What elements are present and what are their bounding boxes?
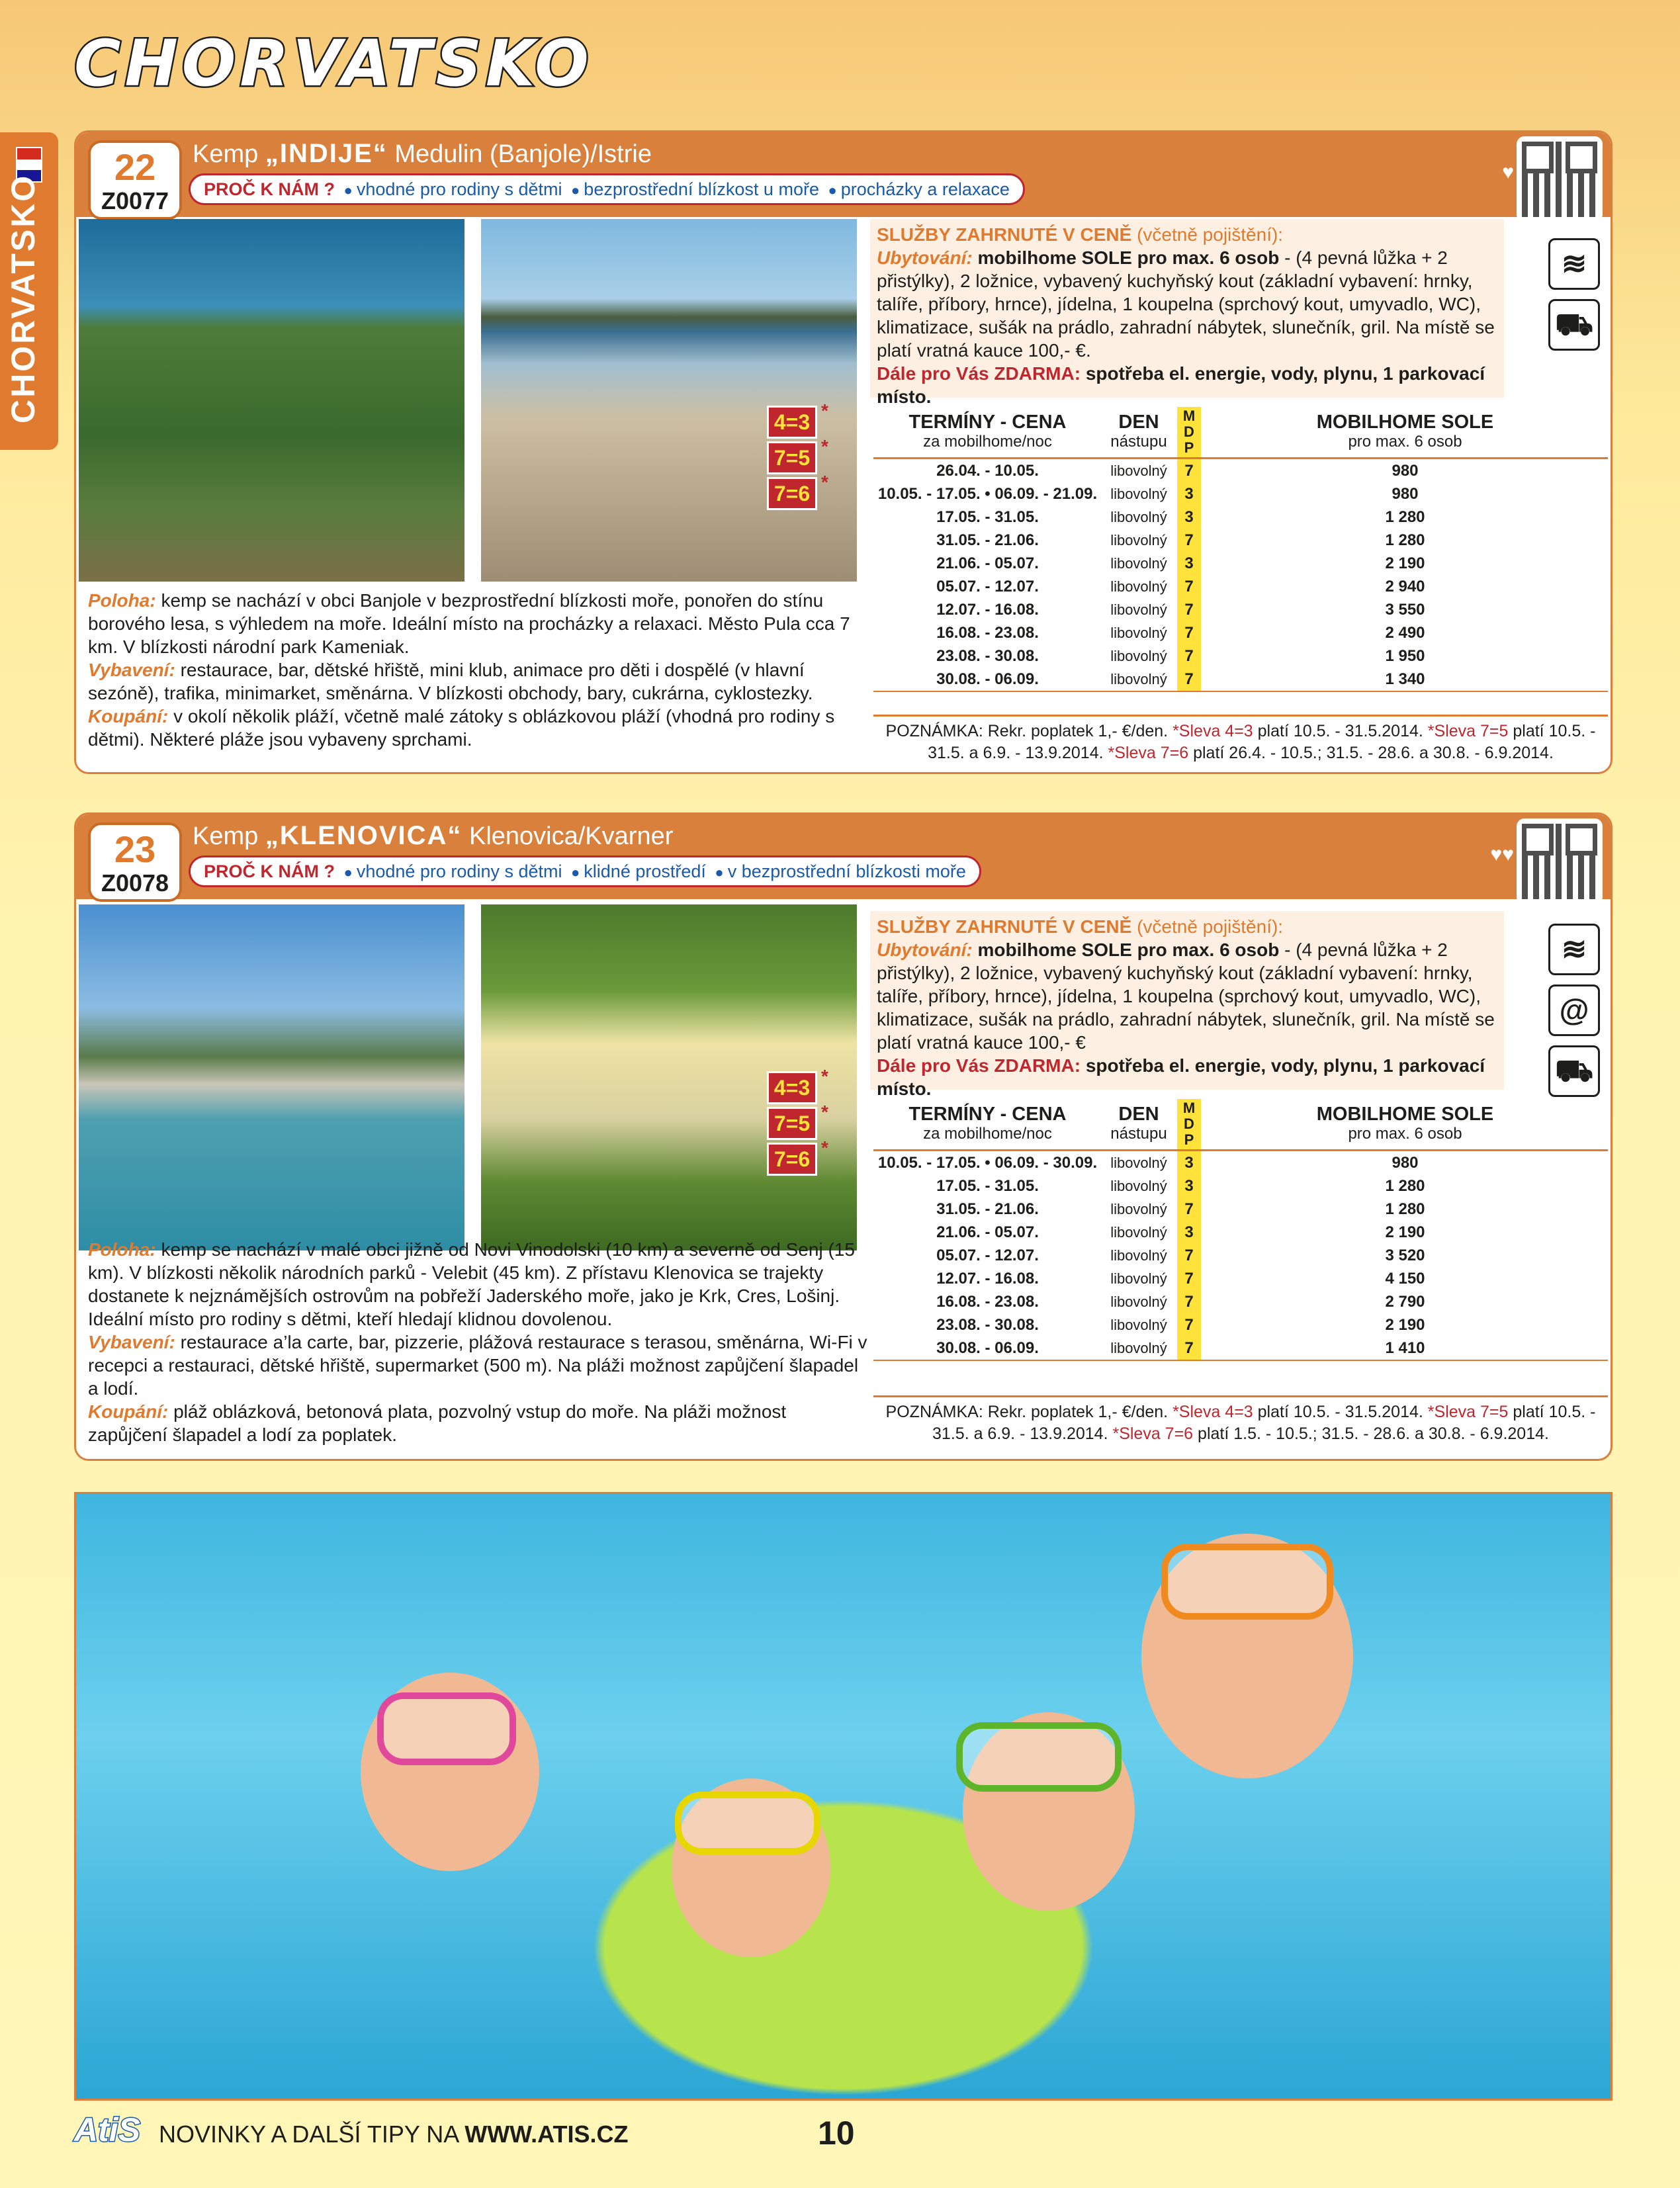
discount-badge: 7=5 [767,1107,817,1140]
term-cell: 31.05. - 21.06. [936,531,1039,549]
price-cell: 980 [1392,462,1419,480]
mdp-cell: 3 [1176,1174,1202,1198]
why-label: PROČ K NÁM ? [204,179,335,199]
price-cell: 1 410 [1202,1336,1608,1360]
photo-beach: 4=3 7=5 7=6 * * * [481,219,857,582]
offer-code: Z0077 [101,187,169,214]
term-cell: 30.08. - 06.09. [873,1336,1102,1360]
den-cell: libovolný [1110,1224,1167,1241]
term-cell: 05.07. - 12.07. [936,1247,1039,1264]
term-cell: 12.07. - 16.08. [936,601,1039,619]
camp-location: Medulin (Banjole)/Istrie [394,140,652,168]
den-cell: libovolný [1110,462,1167,479]
mdp-cell: 7 [1176,598,1202,621]
table-row [873,529,1608,552]
table-row [873,505,1608,529]
table-row [873,1174,1608,1198]
accommodation-text: - (4 pevná lůžka + 2 přistýlky), 2 ložnice, vybavený kuchyňský kout (základní vybavení: hrnky, talíře, příbory, hrnce), jídelna, 1 koupelna (sprchový kout, umyvadlo, WC), klimatizace, sušák na prádlo, zahradní nábytek, slunečník, gril. Na místě se platí vratná kauce 100,- €. [877,247,1495,361]
mdp-cell: 3 [1176,1221,1202,1244]
photo-coast [79,904,464,1250]
price-cell: 980 [1392,485,1419,503]
why-item: procházky a relaxace [840,179,1010,199]
term-cell: 16.08. - 23.08. [936,624,1039,642]
camp-name: „INDIJE“ [265,139,388,168]
den-cell: libovolný [1110,1247,1167,1264]
term-cell: 30.08. - 06.09. [873,668,1102,691]
table-row [873,621,1608,644]
mdp-cell: 3 [1176,482,1202,505]
term-cell: 10.05. - 17.05. • 06.09. - 30.09. [877,1154,1098,1172]
qr-code[interactable] [1517,818,1603,904]
swimming-text: v okolí několik pláží, včetně malé zátoky s oblázkovou pláží (vhodná pro rodiny s dětmi). Některé pláže jsou vybaveny sprchami. [88,706,835,750]
orange-diving-mask [1161,1544,1333,1620]
qr-code[interactable] [1517,136,1603,222]
table-row [873,552,1608,575]
discount-badge: 7=6 [767,477,817,510]
services-heading: SLUŽBY ZAHRNUTÉ V CENĚ (včetně pojištění): [877,916,1284,937]
price-cell: 1 340 [1202,668,1608,691]
swimming-icon: ≋ [1548,238,1600,290]
den-cell: libovolný [1102,668,1176,691]
table-row [873,1267,1608,1290]
title-prefix: Kemp [193,140,259,168]
price-cell: 1 280 [1385,531,1425,549]
mdp-cell: 7 [1176,668,1202,691]
term-cell: 23.08. - 30.08. [936,647,1039,665]
why-item: v bezprostřední blízkosti moře [727,861,966,881]
offer-number: 22 [114,146,156,188]
table-row [873,1244,1608,1267]
den-cell: libovolný [1110,1317,1167,1333]
table-row [873,598,1608,621]
term-cell: 16.08. - 23.08. [936,1293,1039,1311]
swimming-text: pláž oblázková, betonová plata, pozvolný vstup do moře. Na pláži možnost zapůjčení šlapadel a lodí za poplatek. [88,1401,787,1445]
why-item: vhodné pro rodiny s dětmi [356,179,562,199]
mdp-cell: 7 [1176,1313,1202,1336]
price-cell: 4 150 [1385,1270,1425,1288]
swimming-icon: ≋ [1548,924,1600,975]
services-box: SLUŽBY ZAHRNUTÉ V CENĚ (včetně pojištění): Ubytování: mobilhome SOLE pro max. 6 osob - (4 pevná lůžka + 2 přistýlky), 2 ložnice, vybavený kuchyňský kout (základní vybavení: hrnky, talíře, příbory, hrnce), jídelna, 1 koupelna (sprchový kout, umyvadlo, WC), klimatizace, sušák na prádlo, zahradní nábytek, slunečník, gril. Na místě se platí vratná kauce 100,- €. Dále pro Vás ZDARMA: spotřeba el. energie, vody, plynu, 1 parkovací místo. [870,219,1504,398]
services-box: SLUŽBY ZAHRNUTÉ V CENĚ (včetně pojištění): Ubytování: mobilhome SOLE pro max. 6 osob - (4 pevná lůžka + 2 přistýlky), 2 ložnice, vybavený kuchyňský kout (základní vybavení: hrnky, talíře, příbory, hrnce), jídelna, 1 koupelna (sprchový kout, umyvadlo, WC), klimatizace, sušák na prádlo, zahradní nábytek, slunečník, gril. Na místě se platí vratná kauce 100,- € Dále pro Vás ZDARMA: spotřeba el. energie, vody, plynu, 1 parkovací místo. [870,911,1504,1090]
mdp-cell: 7 [1176,1198,1202,1221]
table-row [873,668,1608,691]
price-cell: 980 [1392,1154,1419,1172]
term-cell: 17.05. - 31.05. [936,1177,1039,1195]
term-cell: 31.05. - 21.06. [936,1200,1039,1218]
table-row [873,1290,1608,1313]
den-cell: libovolný [1110,578,1167,595]
photo-aerial-camp [79,219,464,582]
table-row [873,644,1608,668]
mdp-cell: 7 [1176,1290,1202,1313]
offer-code: Z0078 [101,869,169,897]
offer-badge [88,140,182,220]
den-cell: libovolný [1110,1270,1167,1287]
mdp-header: M D P [1176,1099,1202,1151]
mdp-cell: 3 [1176,505,1202,529]
table-row [873,1336,1608,1360]
heart-rating-icon: ♥♥ [1490,844,1514,865]
mdp-cell: 7 [1176,1267,1202,1290]
mdp-cell: 7 [1176,644,1202,668]
location-text: kemp se nachází v malé obci jižně od Novi Vinodolski (10 km) a severně od Senj (15 km). V blízkosti několik národních parků - Velebit (45 km). Z přístavu Klenovica se trajekty dostanete k nejznámějších ostrovům na pobřeží Jaderského moře, jako je Krk, Cres, Lošinj. Ideální místo pro rodiny s dětmi, kteří hledají klidnou dovolenou. [88,1239,855,1329]
table-row [873,575,1608,598]
amenity-icons [1548,238,1601,360]
mdp-cell: 7 [1176,1244,1202,1267]
title-prefix: Kemp [193,822,259,850]
price-cell: 2 490 [1385,624,1425,642]
why-item: bezprostřední blízkost u moře [584,179,819,199]
price-note: POZNÁMKA: Rekr. poplatek 1,- €/den. *Sleva 4=3 platí 10.5. - 31.5.2014. *Sleva 7=5 platí 10.5. - 31.5. a 6.9. - 13.9.2014. *Sleva 7=6 platí 1.5. - 10.5.; 31.5. - 28.6. a 30.8. - 6.9.2014. [873,1395,1608,1445]
table-row [873,1151,1608,1175]
term-cell: 12.07. - 16.08. [936,1270,1039,1288]
price-note: POZNÁMKA: Rekr. poplatek 1,- €/den. *Sleva 4=3 platí 10.5. - 31.5.2014. *Sleva 7=5 platí 10.5. - 31.5. a 6.9. - 13.9.2014. *Sleva 7=6 platí 26.4. - 10.5.; 31.5. - 28.6. a 30.8. - 6.9.2014. [873,715,1608,764]
services-heading: SLUŽBY ZAHRNUTÉ V CENĚ (včetně pojištění): [877,224,1284,245]
free-extras-text: spotřeba el. energie, vody, plynu, 1 parkovací místo. [877,363,1485,407]
camp-title [193,139,652,169]
den-cell: libovolný [1110,1201,1167,1217]
photo-mobilehome: 4=3 7=5 7=6 * * * [481,904,857,1250]
offer-badge [88,822,182,902]
side-tab-label: CHORVATSKO [5,173,42,423]
facilities-text: restaurace a’la carte, bar, pizzerie, plážová restaurace s terasou, směnárna, Wi-Fi v recepci a restauraci, dětské hřiště, supermarket (500 m). Na pláži možnost zapůjčení šlapadel a lodí. [88,1332,867,1399]
term-cell: 21.06. - 05.07. [936,554,1039,572]
term-cell: 26.04. - 10.05. [936,462,1039,480]
table-row [873,459,1608,483]
term-cell: 23.08. - 30.08. [936,1316,1039,1334]
den-cell: libovolný [1110,1293,1167,1310]
term-cell: 17.05. - 31.05. [936,508,1039,526]
footer-text: NOVINKY A DALŠÍ TIPY NA WWW.ATIS.CZ [159,2121,629,2148]
car-icon: ⛟ [1548,1045,1600,1097]
discount-badge: 4=3 [767,1071,817,1104]
page-title: CHORVATSKO [74,26,593,101]
term-cell: 05.07. - 12.07. [936,578,1039,595]
mdp-cell: 7 [1176,459,1202,483]
wifi-at-icon: @ [1548,985,1600,1036]
heart-rating-icon: ♥ [1502,161,1514,183]
term-cell: 21.06. - 05.07. [936,1223,1039,1241]
mdp-cell: 7 [1176,1336,1202,1360]
price-cell: 2 190 [1385,1223,1425,1241]
price-cell: 1 280 [1385,1177,1425,1195]
page-number: 10 [818,2115,855,2152]
green-diving-mask [956,1722,1122,1792]
price-cell: 3 520 [1385,1247,1425,1264]
price-table: TERMÍNY - CENA za mobilhome/noc DEN nástupu M D P MOBILHOME SOLE pro max. 6 osob 26.04. - 10.05. libovolný 7 980 10.05. - 17.05. • 06.09. - 21.09. libovolný 3 980 17.05. - 31.05. libovolný 3 1 280 31.05. - 21.06. libovolný 7 1 280 21.06. - 05.07. libovolný 3 2 190 05.07. - 12.07. libovolný 7 2 940 12.07. - 16.08. libovolný 7 3 550 16.08. - 23.08. libovolný 7 2 490 23.08. - 30.08. libovolný 7 1 950 30.08. - 06.09. libovolný 7 1 340 [873,407,1608,692]
yellow-diving-mask [675,1792,820,1855]
price-cell: 2 790 [1385,1293,1425,1311]
camp-location: Klenovica/Kvarner [468,822,674,850]
why-us-bar: PROČ K NÁM ? ● vhodné pro rodiny s dětmi ● bezprostřední blízkost u moře ● procházky a relaxace [189,173,1025,205]
mdp-header: M D P [1176,407,1202,459]
mdp-cell: 3 [1176,552,1202,575]
accommodation-text: - (4 pevná lůžka + 2 přistýlky), 2 ložnice, vybavený kuchyňský kout (základní vybavení: hrnky, talíře, příbory, hrnce), jídelna, 1 koupelna (sprchový kout, umyvadlo, WC), klimatizace, sušák na prádlo, zahradní nábytek, slunečník, gril. Na místě se platí vratná kauce 100,- € [877,940,1495,1053]
discount-badge: 7=5 [767,441,817,474]
car-icon: ⛟ [1548,299,1600,351]
table-row [873,1221,1608,1244]
den-cell: libovolný [1110,1155,1167,1171]
den-cell: libovolný [1110,509,1167,525]
mdp-cell: 7 [1176,529,1202,552]
pink-diving-mask [377,1692,516,1765]
description: Poloha: kemp se nachází v obci Banjole v bezprostřední blízkosti moře, ponořen do stínu borového lesa, s výhledem na moře. Ideální místo na procházky a relaxaci. Město Pula cca 7 km. V blízkosti národní park Kameniak. Vybavení: restaurace, bar, dětské hřiště, mini klub, animace pro děti i dospělé (v hlavní sezóně), trafika, minimarket, směnárna. V blízkosti obchody, bary, cukrárna, cyklostezky. Koupání: v okolí několik pláží, včetně malé zátoky s oblázkovou pláží (vhodná pro rodiny s dětmi). Některé pláže jsou vybaveny sprchami. [88,590,850,750]
table-row [873,482,1608,505]
mdp-cell: 3 [1176,1151,1202,1175]
camp-title [193,821,673,851]
table-row [873,1198,1608,1221]
price-table: TERMÍNY - CENA za mobilhome/noc DEN nástupu M D P MOBILHOME SOLE pro max. 6 osob 10.05. - 17.05. • 06.09. - 30.09. libovolný 3 980 17.05. - 31.05. libovolný 3 1 280 31.05. - 21.06. libovolný 7 1 280 21.06. - 05.07. libovolný 3 2 190 05.07. - 12.07. libovolný 7 3 520 12.07. - 16.08. libovolný 7 4 150 16.08. - 23.08. libovolný 7 2 790 23.08. - 30.08. libovolný 7 2 190 30.08. - 06.09. libovolný 7 1 410 [873,1099,1608,1361]
free-extras-text: spotřeba el. energie, vody, plynu, 1 parkovací místo. [877,1055,1485,1099]
den-cell: libovolný [1110,486,1167,502]
footer-url[interactable]: WWW.ATIS.CZ [464,2121,629,2148]
description: Poloha: kemp se nachází v malé obci jižně od Novi Vinodolski (10 km) a severně od Senj (15 km). V blízkosti několik národních parků - Velebit (45 km). Z přístavu Klenovica se trajekty dostanete k nejznámějších ostrovům na pobřeží Jaderského moře, jako je Krk, Cres, Lošinj. Ideální místo pro rodiny s dětmi, kteří hledají klidnou dovolenou. Vybavení: restaurace a’la carte, bar, pizzerie, plážová restaurace s terasou, směnárna, Wi-Fi v recepci a restauraci, dětské hřiště, supermarket (500 m). Na pláži možnost zapůjčení šlapadel a lodí. Koupání: pláž oblázková, betonová plata, pozvolný vstup do moře. Na pláži možnost zapůjčení šlapadel a lodí za poplatek. [88,1239,867,1445]
den-cell: libovolný [1110,1178,1167,1194]
price-cell: 2 940 [1385,578,1425,595]
price-cell: 1 280 [1385,1200,1425,1218]
amenity-icons [1548,924,1601,1106]
side-tab [0,132,58,450]
den-cell: libovolný [1110,648,1167,664]
den-cell: libovolný [1102,1336,1176,1360]
price-cell: 2 190 [1385,1316,1425,1334]
price-cell: 2 190 [1385,554,1425,572]
offer-card [74,812,1613,1461]
location-text: kemp se nachází v obci Banjole v bezprostřední blízkosti moře, ponořen do stínu borového lesa, s výhledem na moře. Ideální místo na procházky a relaxaci. Město Pula cca 7 km. V blízkosti národní park Kameniak. [88,590,850,657]
facilities-text: restaurace, bar, dětské hřiště, mini klub, animace pro děti i dospělé (v hlavní sezóně), trafika, minimarket, směnárna. V blízkosti obchody, bary, cukrárna, cyklostezky. [88,660,813,703]
den-cell: libovolný [1110,532,1167,548]
den-cell: libovolný [1110,601,1167,618]
why-item: klidné prostředí [584,861,706,881]
table-row [873,1313,1608,1336]
offer-number: 23 [114,828,156,870]
why-item: vhodné pro rodiny s dětmi [356,861,562,881]
term-cell: 10.05. - 17.05. • 06.09. - 21.09. [877,485,1098,503]
offer-card [74,130,1613,774]
price-cell: 1 280 [1385,508,1425,526]
price-cell: 1 950 [1385,647,1425,665]
why-label: PROČ K NÁM ? [204,861,335,881]
atis-logo: AtiS [74,2111,140,2148]
discount-badge: 4=3 [767,406,817,439]
why-us-bar: PROČ K NÁM ? ● vhodné pro rodiny s dětmi ● klidné prostředí ● v bezprostřední blízkosti moře [189,855,981,887]
den-cell: libovolný [1110,555,1167,572]
mdp-cell: 7 [1176,621,1202,644]
discount-badge: 7=6 [767,1143,817,1176]
camp-name: „KLENOVICA“ [265,821,463,850]
photo-family-pool [74,1492,1613,2101]
mdp-cell: 7 [1176,575,1202,598]
den-cell: libovolný [1110,625,1167,641]
price-cell: 3 550 [1385,601,1425,619]
